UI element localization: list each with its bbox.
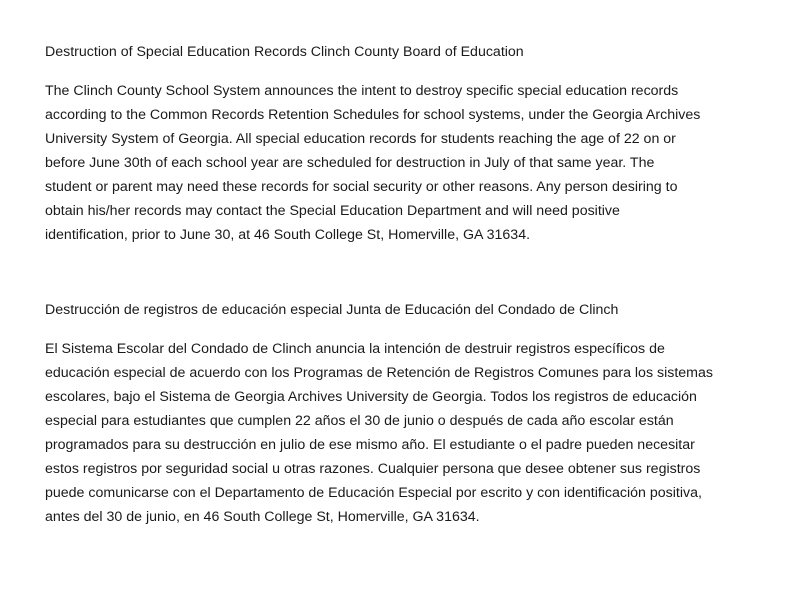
body-line: The Clinch County School System announces the intent to destroy specific special education records	[45, 83, 679, 99]
body-line: estos registros por seguridad social u otras razones. Cualquier persona que desee obtener sus registros	[45, 461, 701, 477]
body-line: El Sistema Escolar del Condado de Clinch anuncia la intención de destruir registros específicos de	[45, 341, 665, 357]
body-line: educación especial de acuerdo con los Programas de Retención de Registros Comunes para los sistemas	[45, 365, 713, 381]
notice-title-spanish: Destrucción de registros de educación especial Junta de Educación del Condado de Clinch	[45, 302, 619, 318]
body-line: student or parent may need these records for social security or other reasons. Any person desiring to	[45, 179, 678, 195]
body-line: identification, prior to June 30, at 46 South College St, Homerville, GA 31634.	[45, 227, 531, 243]
notice-spanish	[45, 299, 765, 529]
body-line: obtain his/her records may contact the Special Education Department and will need positive	[45, 203, 620, 219]
body-line: puede comunicarse con el Departamento de Educación Especial por escrito y con identificación positiva,	[45, 485, 702, 501]
body-line: antes del 30 de junio, en 46 South College St, Homerville, GA 31634.	[45, 509, 480, 525]
notice-title-english: Destruction of Special Education Records Clinch County Board of Education	[45, 44, 524, 60]
body-line: according to the Common Records Retention Schedules for school systems, under the Georgia Archives	[45, 107, 701, 123]
body-line: escolares, bajo el Sistema de Georgia Archives University de Georgia. Todos los registros de educación	[45, 389, 697, 405]
notice-english	[45, 41, 765, 247]
body-line: University System of Georgia. All special education records for students reaching the age of 22 on or	[45, 131, 676, 147]
body-line: especial para estudiantes que cumplen 22 años el 30 de junio o después de cada año escolar están	[45, 413, 674, 429]
notice-body-spanish	[45, 337, 765, 529]
body-line: programados para su destrucción en julio de ese mismo año. El estudiante o el padre pueden necesitar	[45, 437, 695, 453]
notice-body-english	[45, 79, 765, 247]
body-line: before June 30th of each school year are scheduled for destruction in July of that same year. The	[45, 155, 655, 171]
